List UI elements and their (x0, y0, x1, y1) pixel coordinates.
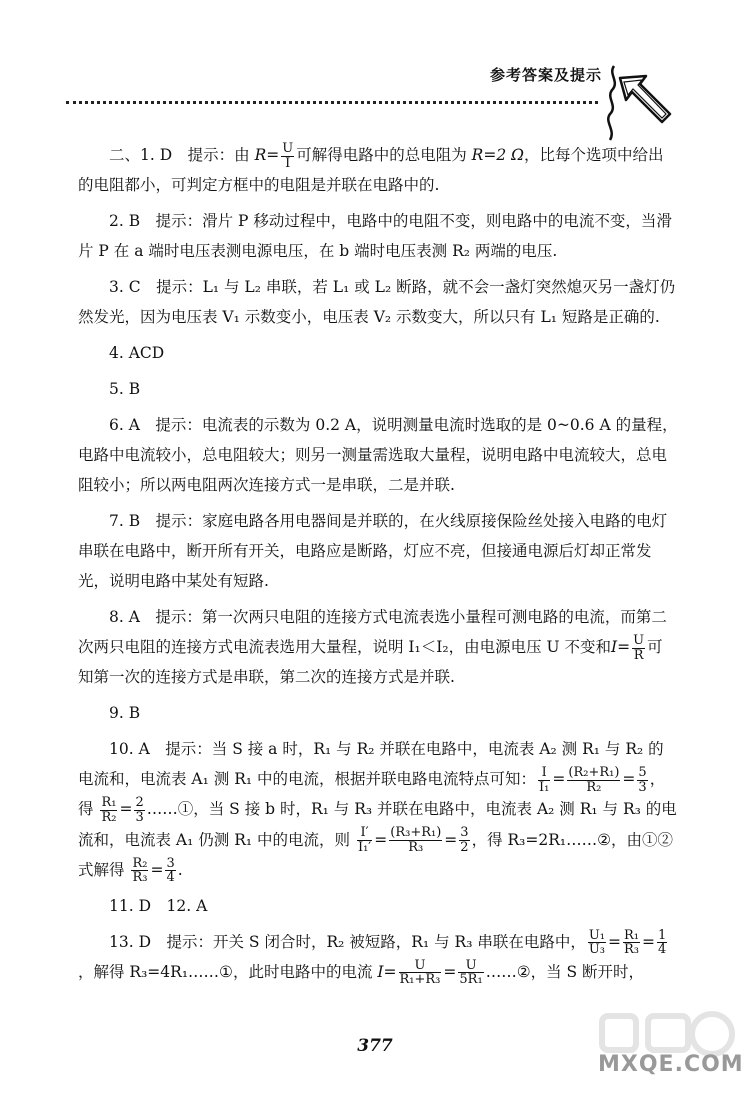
answer-item: 7. B 提示：家庭电路各用电器间是并联的，在火线原接保险丝处接入电路的电灯串联在电路中，断开所有开关，电路应是断路，灯应不亮，但接通电源后灯却正常发光，说明电路中某处有短路. (78, 512, 668, 591)
answer-item: 4. ACD (109, 344, 165, 363)
fraction-u-over-r: $\frac{U}{R}$ (633, 633, 645, 663)
fraction-i-over-i1: $\frac{I}{\text{I₁}}$ (539, 765, 550, 795)
fraction-u-over-i: $\frac{U}{I}$ (282, 140, 294, 171)
answer-item: 5. B (109, 380, 141, 399)
fraction-iprime-over-i1prime: $\frac{I'}{\text{I₁′}}$ (357, 825, 372, 856)
header-dotted-rule (66, 101, 598, 104)
answer-item: 8. A 提示：第一次两只电阻的连接方式电流表选小量程可测电路的电流，而第二次两只电阻的连接方式电流表选用大量程，说明 I₁＜I₂，由电源电压 U 不变和I= $\frac{U}{R}$ 可知第一次的连接方式是串联，第二次的连接方式是并联. (78, 608, 667, 687)
fraction-3-over-4: $\frac{3}{4}$ (166, 855, 175, 886)
fraction-1-over-4: $\frac{1}{4}$ (658, 927, 667, 958)
fraction-5-over-3: $\frac{5}{3}$ (638, 765, 647, 795)
page-number: 377 (357, 1036, 393, 1056)
fraction-r2r1-over-r2: $\frac{\text{(R₂+R₁)}}{\text{R₂}}$ (568, 765, 620, 795)
fraction-u-over-5r1: $\frac{U}{\text{5R₁}}$ (459, 957, 483, 988)
answer-list (78, 140, 678, 993)
fraction-r2-over-r3: $\frac{\text{R₂}}{\text{R₃}}$ (132, 855, 148, 886)
answer-item: 9. B (109, 704, 141, 723)
page-header-title: 参考答案及提示 (489, 66, 602, 84)
watermark-text: MXQE.COM (598, 1052, 744, 1077)
fraction-u1-over-u3: $\frac{\text{U₁}}{\text{U₃}}$ (588, 927, 606, 958)
fraction-r3r1-over-r3: $\frac{\text{(R₃+R₁)}}{\text{R₃}}$ (390, 825, 442, 856)
answer-item: 6. A 提示：电流表的示数为 0.2 A，说明测量电流时选取的是 0~0.6 A 的量程，电路中电流较小，总电阻较大；则另一测量需选取大量程，说明电路中电流较大，总电阻较小；所以两电阻两次连接方式一是串联，二是并联. (78, 416, 678, 495)
fraction-r1-over-r2: $\frac{\text{R₁}}{\text{R₂}}$ (101, 795, 117, 825)
answer-item: 3. C 提示：L₁ 与 L₂ 串联，若 L₁ 或 L₂ 断路，就不会一盏灯突然熄灭另一盏灯仍然发光，因为电压表 V₁ 示数变小，电压表 V₂ 示数变大，所以只有 L₁ 短路是正确的. (78, 278, 676, 327)
fraction-3-over-2: $\frac{3}{2}$ (460, 825, 469, 856)
answer-item: 10. A 提示：当 S 接 a 时，R₁ 与 R₂ 并联在电路中，电流表 A₂ 测 R₁ 与 R₂ 的电流和，电流表 A₁ 测 R₁ 中的电流，根据并联电路电流特点可知： $\frac{I}{\text{I₁}}$ = $\frac{\text{(R₂+R₁)}}{\text{R₂}}$ = $\frac{5}{3}$ ，得 $\frac{\text{R₁}}{\text{R₂}}$ = $\frac{2}{3}$ ……①，当 S 接 b 时，R₁ 与 R₃ 并联在电路中，电流表 A₂ 测 R₁ 与 R₃ 的电流和，电流表 A₁ 仍测 R₁ 中的电流，则 $\frac{I'}{\text{I₁′}}$ = $\frac{\text{(R₃+R₁)}}{\text{R₃}}$ = $\frac{3}{2}$ ，得 R₃=2R₁……②，由①②式解得 $\frac{\text{R₂}}{\text{R₃}}$ = $\frac{3}{4}$ . (78, 740, 677, 886)
fraction-r1-over-r3: $\frac{\text{R₁}}{\text{R₃}}$ (624, 927, 640, 958)
arrow-pointer-icon (600, 60, 680, 150)
answer-item: 2. B 提示：滑片 P 移动过程中，电路中的电阻不变，则电路中的电流不变，当滑片 P 在 a 端时电压表测电源电压，在 b 端时电压表测 R₂ 两端的电压. (78, 212, 672, 261)
answer-item: 二、1. D 提示：由 R= $\frac{U}{I}$ 可解得电路中的总电阻为 R=2 Ω，比每个选项中给出的电阻都小，可判定方框中的电阻是并联在电路中的. (78, 140, 664, 195)
answer-item: 11. D 12. A (109, 896, 208, 915)
fraction-2-over-3: $\frac{2}{3}$ (135, 795, 144, 825)
answer-item: 13. D 提示：开关 S 闭合时，R₂ 被短路，R₁ 与 R₃ 串联在电路中， $\frac{\text{U₁}}{\text{U₃}}$ = $\frac{\text{R₁}}{\text{R₃}}$ = $\frac{1}{4}$ ，解得 R₃=4R₁……①，此时电路中的电流 I= $\frac{U}{\text{R₁+R₃}}$ = $\frac{U}{\text{5R₁}}$ ……②，当 S 断开时， (78, 927, 667, 988)
fraction-u-over-r1r3: $\frac{U}{\text{R₁+R₃}}$ (399, 957, 441, 988)
